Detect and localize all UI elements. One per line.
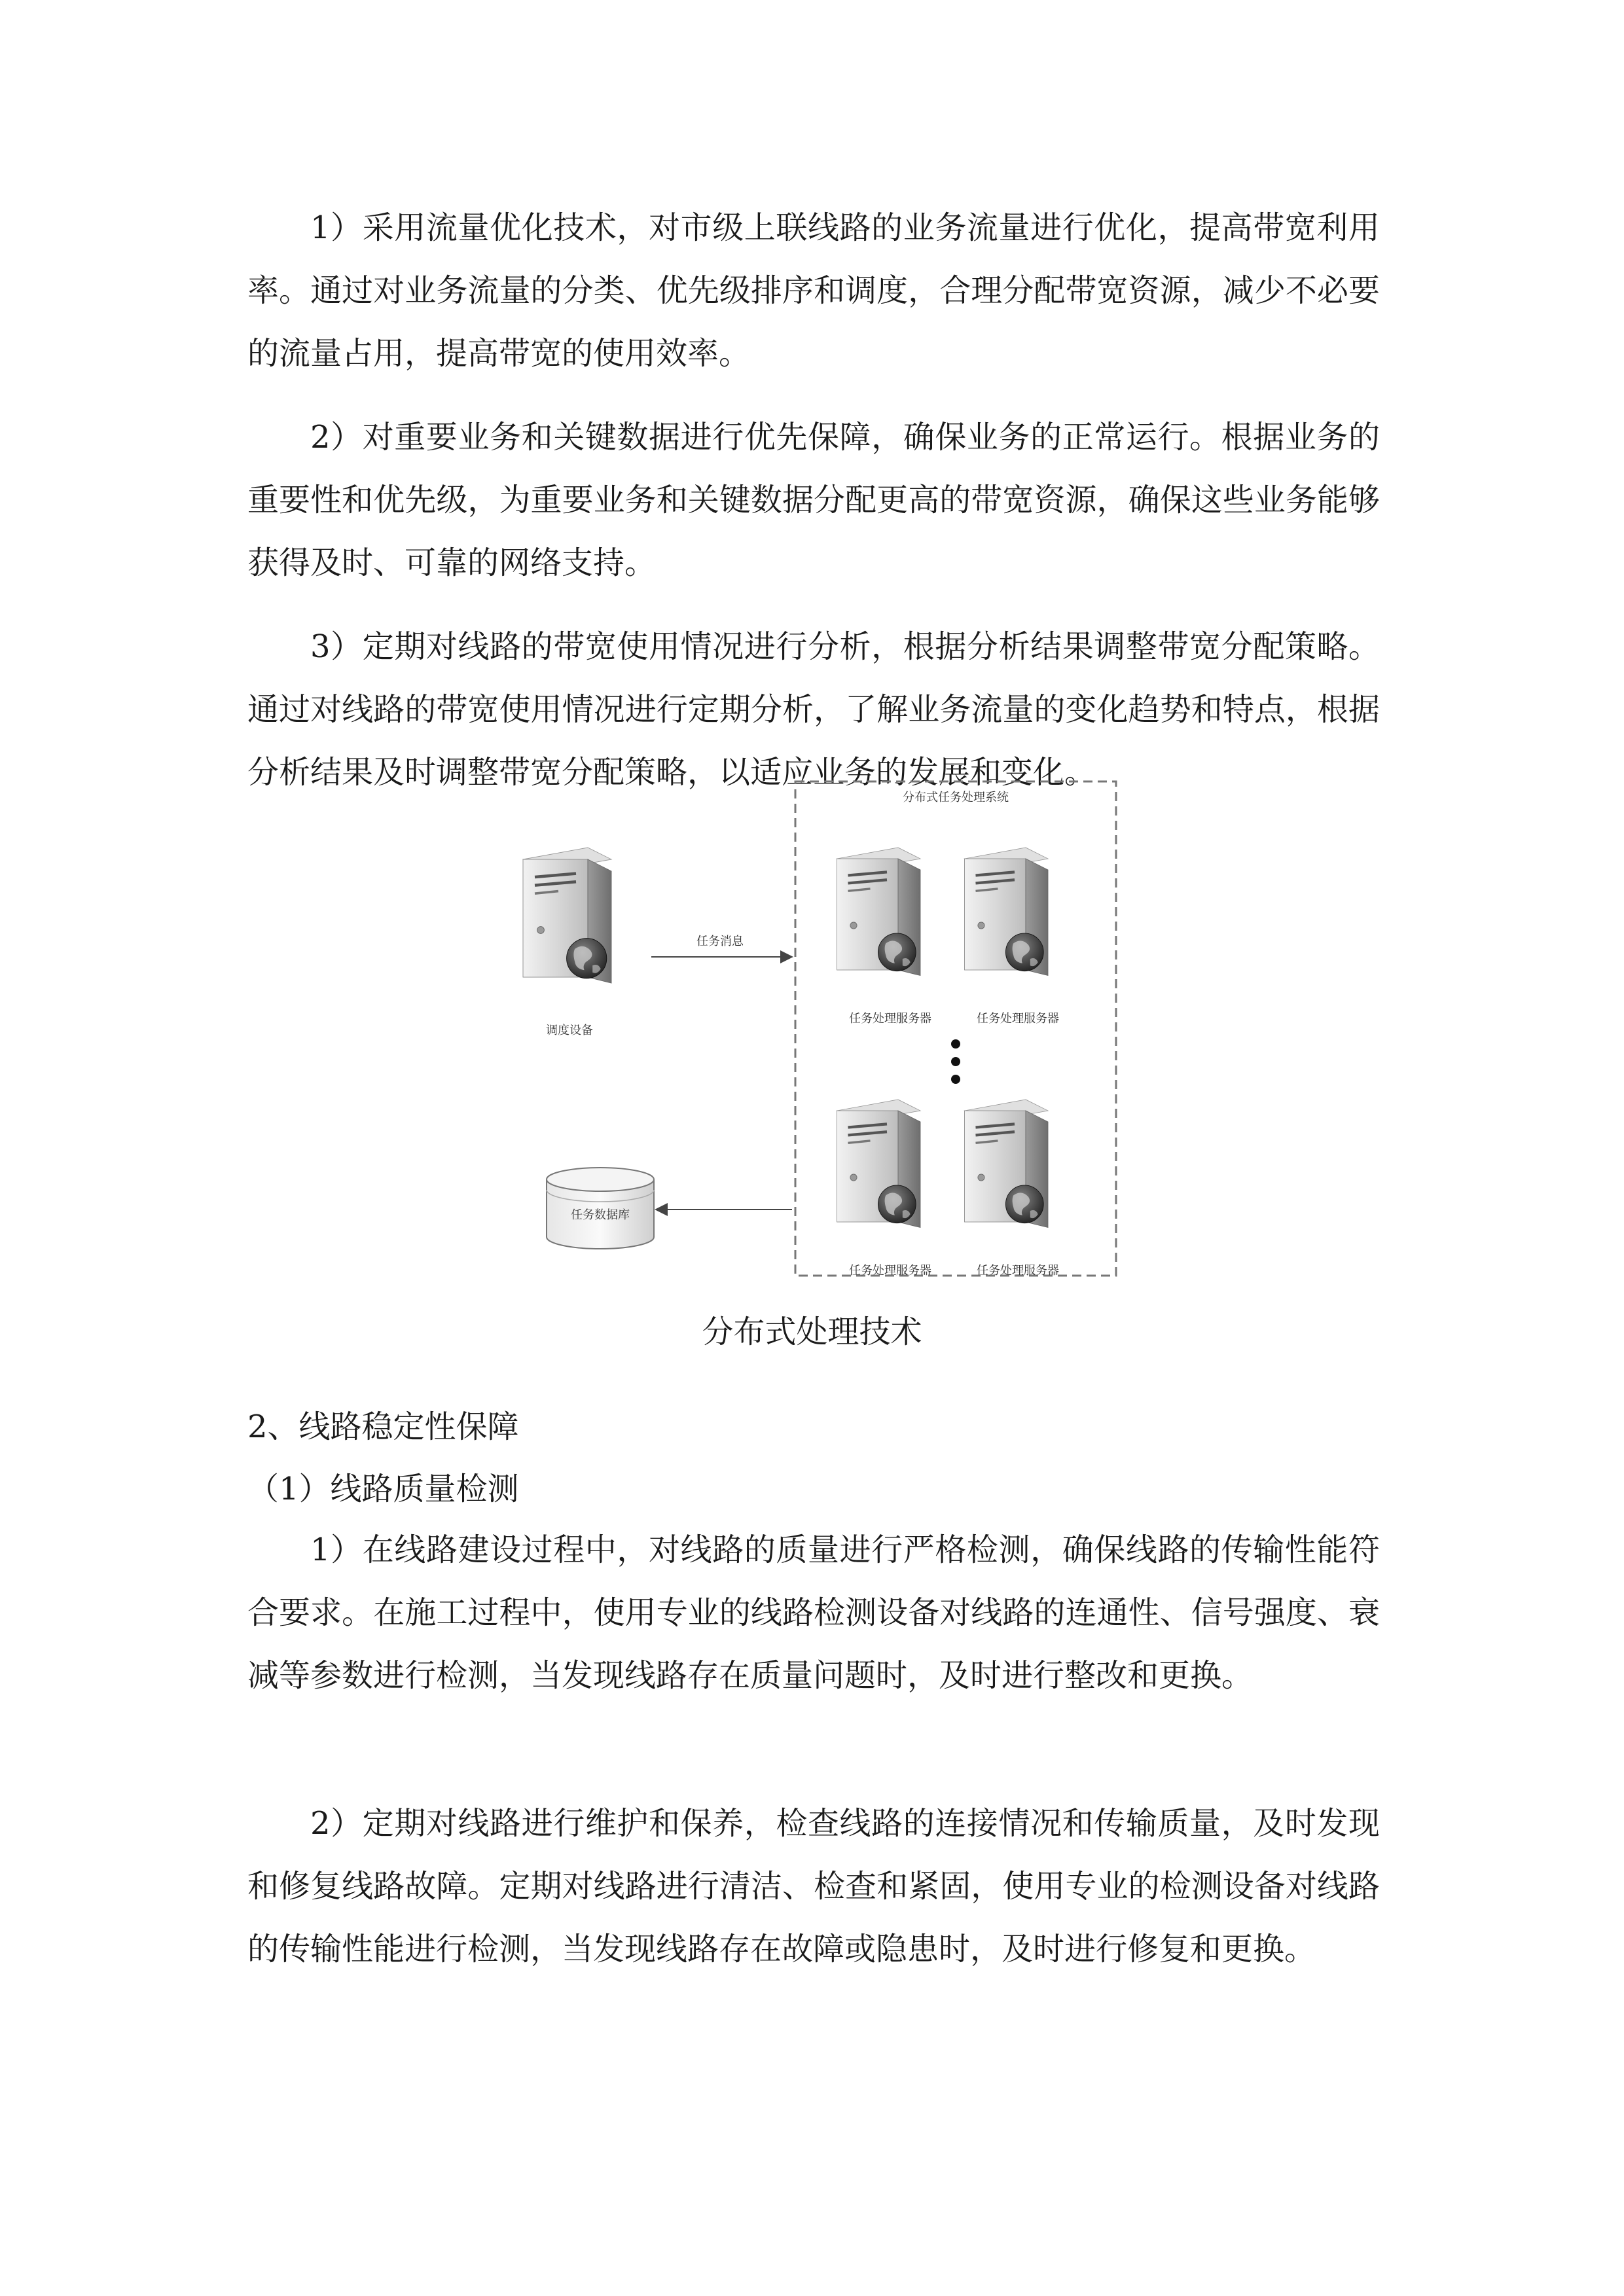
processing-server-icon-3 bbox=[837, 1100, 921, 1228]
processing-server-icon-4 bbox=[965, 1100, 1049, 1228]
server-label-1: 任务处理服务器 bbox=[849, 1012, 931, 1026]
message-label: 任务消息 bbox=[696, 935, 744, 948]
server-label-2: 任务处理服务器 bbox=[977, 1012, 1059, 1026]
paragraph-quality-inspection: 1）在线路建设过程中，对线路的质量进行严格检测，确保线路的传输性能符合要求。在施工过程中，使用专业的线路检测设备对线路的连通性、信号强度、衰减等参数进行检测，当发现线路存在质量问题时，及时进行整改和更换。 bbox=[247, 1532, 1380, 1694]
dispatcher-server-icon bbox=[523, 848, 611, 983]
paragraph-priority-guarantee: 2）对重要业务和关键数据进行优先保障，确保业务的正常运行。根据业务的重要性和优先级，为重要业务和关键数据分配更高的带宽资源，确保这些业务能够获得及时、可靠的网络支持。 bbox=[247, 419, 1380, 581]
ellipsis-dot-1 bbox=[951, 1039, 960, 1049]
ellipsis-dot-2 bbox=[951, 1057, 960, 1066]
system-title: 分布式任务处理系统 bbox=[903, 791, 1009, 804]
ellipsis-dot-3 bbox=[951, 1075, 960, 1084]
database-label: 任务数据库 bbox=[571, 1208, 630, 1222]
distributed-processing-figure bbox=[504, 779, 1119, 1302]
server-label-4: 任务处理服务器 bbox=[977, 1264, 1059, 1278]
processing-server-icon-1 bbox=[837, 848, 921, 976]
processing-server-icon-2 bbox=[965, 848, 1049, 976]
paragraph-traffic-optimization: 1）采用流量优化技术，对市级上联线路的业务流量进行优化，提高带宽利用率。通过对业务流量的分类、优先级排序和调度，合理分配带宽资源，减少不必要的流量占用，提高带宽的使用效率。 bbox=[247, 209, 1380, 372]
section-heading: 2、线路稳定性保障 bbox=[247, 1408, 519, 1445]
paragraph-maintenance: 2）定期对线路进行维护和保养，检查线路的连接情况和传输质量，及时发现和修复线路故障。定期对线路进行清洁、检查和紧固，使用专业的检测设备对线路的传输性能进行检测，当发现线路存在故障或隐患时，及时进行修复和更换。 bbox=[247, 1805, 1380, 1967]
dispatcher-label: 调度设备 bbox=[546, 1024, 593, 1037]
section-subheading: （1）线路质量检测 bbox=[247, 1471, 519, 1507]
paragraph-bandwidth-analysis: 3）定期对线路的带宽使用情况进行分析，根据分析结果调整带宽分配策略。通过对线路的带宽使用情况进行定期分析，了解业务流量的变化趋势和特点，根据分析结果及时调整带宽分配策略，以适应业务的发展和变化。 bbox=[247, 628, 1380, 791]
server-label-3: 任务处理服务器 bbox=[849, 1264, 931, 1278]
figure-caption: 分布式处理技术 bbox=[702, 1314, 922, 1350]
